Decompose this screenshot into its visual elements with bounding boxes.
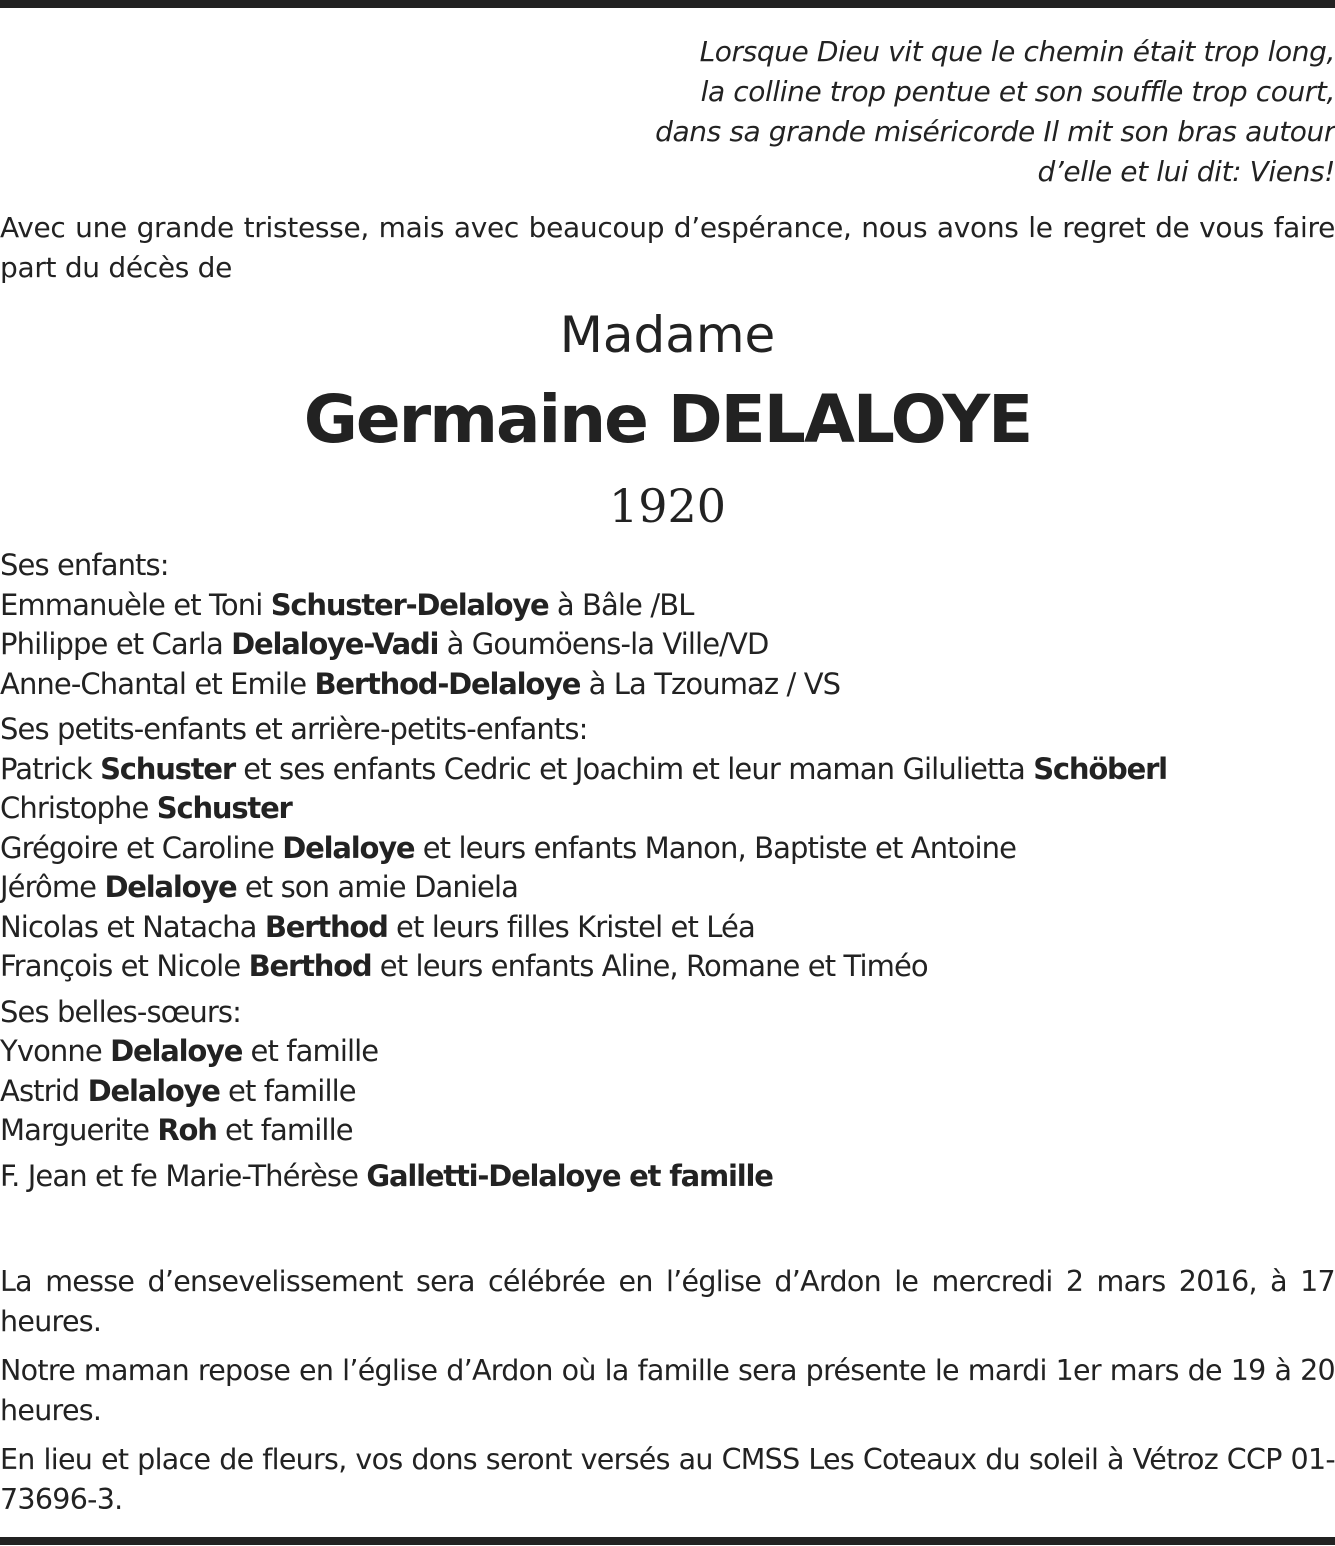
deceased-name: Germaine DELALOYE xyxy=(303,381,1032,458)
honorific: Madame xyxy=(559,306,776,364)
family-line xyxy=(0,586,1335,626)
family-surname: Delaloye xyxy=(104,870,237,904)
line-detail: à La Tzoumaz / VS xyxy=(580,666,841,701)
given-names: Emmanuèle et Toni xyxy=(0,587,271,622)
poem-line: d’elle et lui dit: Viens! xyxy=(1037,155,1335,188)
given-names: Jérôme xyxy=(0,870,105,904)
funeral-mass-text: La messe d’ensevelissement sera célébrée en l’église d’Ardon le mercredi 2 mars 2016, à 17 heures. xyxy=(0,1265,1335,1338)
family-line xyxy=(0,665,1335,705)
sisters-in-law-section xyxy=(0,993,1335,1151)
section-heading: Ses petits-enfants et arrière-petits-enfants: xyxy=(0,712,588,746)
line-detail: et ses enfants Cedric et Joachim et leur maman Gilulietta xyxy=(234,751,1034,786)
section-heading: Ses enfants: xyxy=(0,548,169,582)
family-surname: Berthod xyxy=(264,909,388,944)
family-line xyxy=(0,868,1335,908)
line-detail: à Goumöens-la Ville/VD xyxy=(438,627,769,661)
family-line xyxy=(0,789,1335,829)
ceremony-info xyxy=(0,1262,1335,1529)
family-line xyxy=(0,625,1335,665)
family-line xyxy=(0,1032,1335,1072)
given-names: Patrick xyxy=(0,751,101,786)
family-surname: Berthod-Delaloye xyxy=(314,666,581,701)
children-section xyxy=(0,546,1335,704)
family-surname: Berthod xyxy=(248,949,372,983)
given-names: Astrid xyxy=(0,1073,88,1108)
intro-text: Avec une grande tristesse, mais avec beaucoup d’espérance, nous avons le regret de vous faire part du décès de xyxy=(0,211,1335,284)
family-surname: Schuster xyxy=(100,751,235,786)
family-surname: Galletti-Delaloye et famille xyxy=(366,1158,773,1193)
line-detail: et famille xyxy=(242,1034,379,1068)
family-line xyxy=(0,1072,1335,1112)
poem-line: Lorsque Dieu vit que le chemin était trop long, xyxy=(699,35,1335,68)
given-names: Marguerite xyxy=(0,1113,158,1147)
given-names: Christophe xyxy=(0,791,157,825)
family-line xyxy=(0,829,1335,869)
donations-text: En lieu et place de fleurs, vos dons seront versés au CMSS Les Coteaux du soleil à Vétroz CCP 01-73696-3. xyxy=(0,1443,1335,1516)
family-surname: Delaloye-Vadi xyxy=(231,627,439,661)
given-names: F. Jean et fe Marie-Thérèse xyxy=(0,1158,367,1193)
bottom-border xyxy=(0,1537,1335,1545)
given-names: Philippe et Carla xyxy=(0,627,232,661)
family-surname: Schöberl xyxy=(1033,751,1167,786)
given-names: Yvonne xyxy=(0,1034,111,1068)
poem-line: la colline trop pentue et son souffle trop court, xyxy=(700,75,1335,108)
family-surname: Delaloye xyxy=(110,1034,243,1068)
line-detail: et son amie Daniela xyxy=(236,870,518,904)
family-surname: Delaloye xyxy=(282,830,415,865)
family-line xyxy=(0,908,1335,948)
family-line xyxy=(0,947,1335,987)
family-surname: Delaloye xyxy=(87,1073,220,1108)
poem-line: dans sa grande miséricorde Il mit son bras autour xyxy=(655,115,1335,148)
family-list xyxy=(0,546,1335,1202)
given-names: Nicolas et Natacha xyxy=(0,909,265,944)
top-border xyxy=(0,0,1335,8)
family-line xyxy=(0,750,1335,790)
grandchildren-section xyxy=(0,710,1335,987)
family-surname: Schuster-Delaloye xyxy=(270,587,549,622)
other-family-section xyxy=(0,1157,1335,1197)
line-detail: à Bâle /BL xyxy=(548,587,694,622)
poem xyxy=(435,32,1335,192)
given-names: Anne-Chantal et Emile xyxy=(0,666,315,701)
given-names: François et Nicole xyxy=(0,949,249,983)
family-surname: Schuster xyxy=(156,791,292,825)
given-names: Grégoire et Caroline xyxy=(0,830,283,865)
line-detail: et leurs enfants Aline, Romane et Timéo xyxy=(371,949,928,983)
family-surname: Roh xyxy=(157,1113,217,1147)
line-detail: et famille xyxy=(219,1073,356,1108)
line-detail: et famille xyxy=(216,1113,353,1147)
birth-year: 1920 xyxy=(608,479,727,533)
section-heading: Ses belles-sœurs: xyxy=(0,994,242,1029)
viewing-text: Notre maman repose en l’église d’Ardon où la famille sera présente le mardi 1er mars de 19 à 20 heures. xyxy=(0,1354,1335,1427)
family-line xyxy=(0,1157,1335,1197)
line-detail: et leurs filles Kristel et Léa xyxy=(387,909,755,944)
line-detail: et leurs enfants Manon, Baptiste et Antoine xyxy=(414,830,1017,865)
family-line xyxy=(0,1111,1335,1151)
